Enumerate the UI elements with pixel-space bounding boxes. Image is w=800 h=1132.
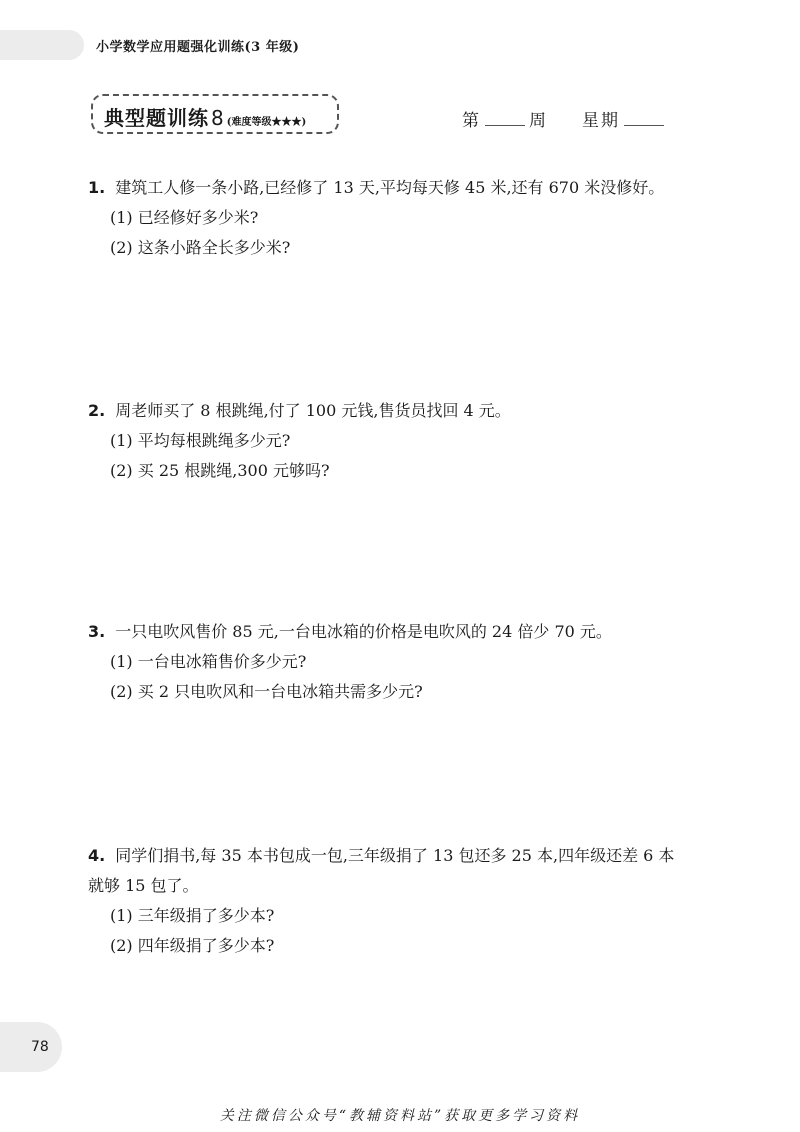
sub-question: (1) 一台电冰箱售价多少元? [110, 652, 307, 671]
question-2 [88, 396, 728, 486]
question-number: 1. [88, 178, 106, 197]
question-number: 4. [88, 846, 106, 865]
question-number: 3. [88, 622, 106, 641]
question-stem [88, 841, 728, 871]
sub-question: (2) 买 2 只电吹风和一台电冰箱共需多少元? [110, 682, 423, 701]
page-number: 78 [31, 1039, 49, 1055]
sub-question: (1) 平均每根跳绳多少元? [110, 431, 291, 450]
question-stem [88, 173, 728, 203]
section-title-label: 典型题训练 [104, 106, 209, 130]
sub-question: (2) 四年级捐了多少本? [110, 936, 275, 955]
week-suffix: 周 [529, 111, 548, 131]
sub-question: (2) 买 25 根跳绳,300 元够吗? [110, 461, 330, 480]
question-text: 同学们捐书,每 35 本书包成一包,三年级捐了 13 包还多 25 本,四年级还差 6 本 [115, 846, 675, 865]
week-blank [485, 107, 525, 126]
question-3 [88, 617, 728, 707]
week-day-line [462, 106, 664, 131]
sub-question: (2) 这条小路全长多少米? [110, 238, 291, 257]
question-stem [88, 396, 728, 426]
section-number: 8 [211, 106, 225, 130]
footer-note: 关注微信公众号“教辅资料站”获取更多学习资料 [219, 1108, 581, 1124]
difficulty-label: (难度等级★★★) [226, 117, 307, 128]
week-prefix: 第 [462, 111, 481, 131]
question-text-continued: 就够 15 包了。 [88, 876, 199, 895]
question-1 [88, 173, 728, 263]
question-number: 2. [88, 401, 106, 420]
question-text: 建筑工人修一条小路,已经修了 13 天,平均每天修 45 米,还有 670 米没修好。 [115, 178, 665, 197]
weekday-label: 星期 [582, 111, 620, 131]
question-4 [88, 841, 728, 961]
header-band [0, 30, 84, 60]
weekday-blank [624, 107, 664, 126]
question-text: 周老师买了 8 根跳绳,付了 100 元钱,售货员找回 4 元。 [115, 401, 511, 420]
section-title [104, 102, 306, 131]
question-stem [88, 617, 728, 647]
sub-question: (1) 三年级捐了多少本? [110, 906, 275, 925]
sub-question: (1) 已经修好多少米? [110, 208, 259, 227]
question-text: 一只电吹风售价 85 元,一台电冰箱的价格是电吹风的 24 倍少 70 元。 [115, 622, 612, 641]
book-title: 小学数学应用题强化训练(3 年级) [96, 40, 300, 55]
